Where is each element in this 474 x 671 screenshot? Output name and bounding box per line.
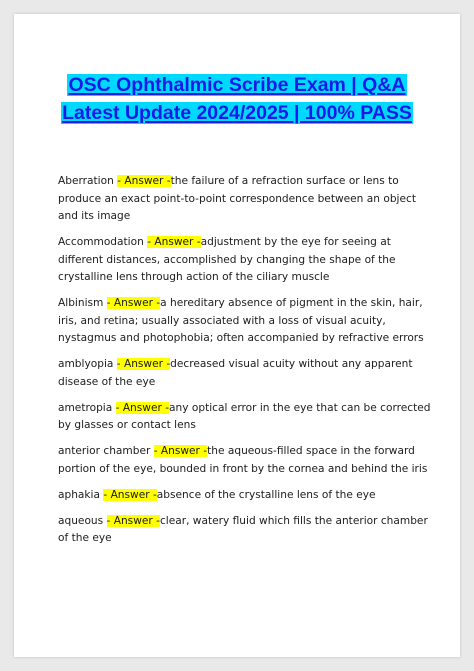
entry-definition: adjustment by the eye for seeing at different distances, accomplished by changing the shape of the crystalline lens through action of the ciliary muscle [58, 236, 396, 283]
title-highlight: OSC Ophthalmic Scribe Exam | Q&A Latest Update 2024/2025 | 100% PASS [62, 74, 412, 124]
document-title [54, 71, 420, 127]
entry-definition: the failure of a refraction surface or lens to produce an exact point-to-point correspondence between an object and its image [58, 175, 416, 222]
entry-definition: any optical error in the eye that can be corrected by glasses or contact lens [58, 401, 431, 431]
answer-marker: - Answer - [116, 358, 171, 370]
entry-definition: the aqueous-filled space in the forward portion of the eye, bounded in front by the cornea and behind the iris [58, 445, 428, 475]
qa-entry [58, 513, 436, 548]
qa-entry [58, 443, 436, 478]
qa-entry [58, 173, 436, 226]
entry-definition: clear, watery fluid which fills the anterior chamber of the eye [58, 514, 428, 544]
entry-term: anterior chamber [58, 445, 154, 457]
answer-marker: - Answer - [153, 445, 208, 457]
answer-marker: - Answer - [103, 488, 157, 501]
qa-entry [58, 356, 436, 391]
entry-definition: decreased visual acuity without any apparent disease of the eye [58, 358, 413, 388]
entry-term: Accommodation [58, 236, 148, 248]
qa-entry [58, 400, 436, 435]
entry-term: aqueous [58, 514, 107, 527]
answer-marker: - Answer - [106, 514, 160, 527]
answer-marker: - Answer - [115, 401, 170, 414]
entry-term: Aberration [58, 175, 118, 187]
qa-entry [58, 295, 436, 348]
document-page [14, 14, 460, 657]
entry-term: ametropia [58, 401, 116, 414]
answer-marker: - Answer - [117, 175, 171, 187]
answer-marker: - Answer - [106, 297, 161, 309]
qa-entry [58, 234, 436, 287]
entry-definition: absence of the crystalline lens of the eye [156, 488, 376, 501]
entry-term: amblyopia [58, 358, 117, 370]
entry-term: Albinism [58, 297, 107, 309]
entry-definition: a hereditary absence of pigment in the skin, hair, iris, and retina; usually associated with a loss of visual acuity, nystagmus and photophobia; often accompanied by refractive errors [58, 297, 424, 344]
qa-entry [58, 487, 436, 505]
entry-term: aphakia [58, 488, 104, 501]
answer-marker: - Answer - [147, 236, 201, 248]
qa-entry-list [58, 173, 436, 556]
